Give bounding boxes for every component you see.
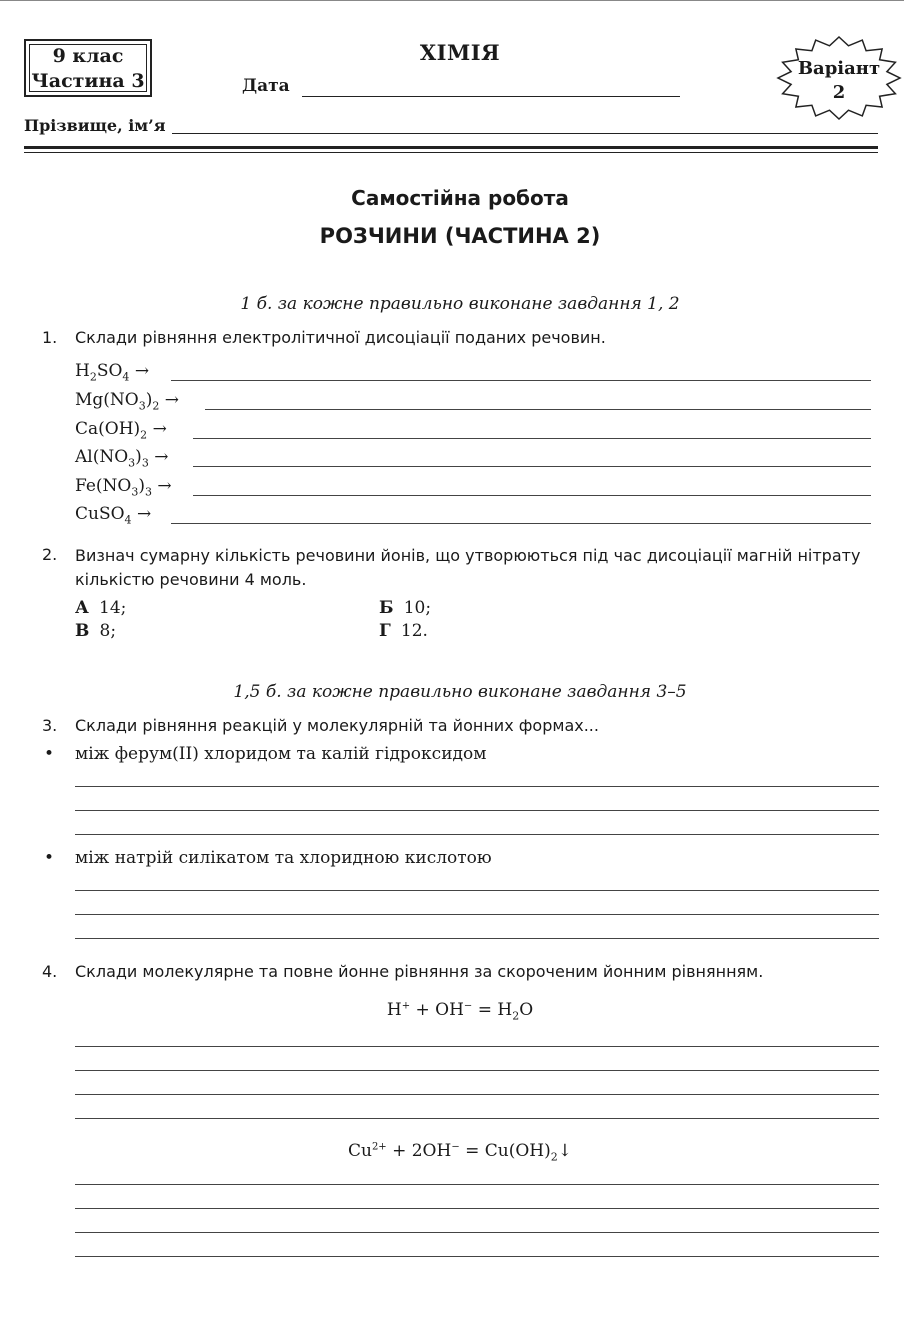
q3-answer-line[interactable] (75, 810, 879, 811)
q4-answer-line[interactable] (75, 1208, 879, 1209)
q4-text: Склади молекулярне та повне йонне рівняння за скороченим йонним рівнянням. (75, 962, 764, 981)
q3-answer-line[interactable] (75, 938, 879, 939)
score-note-2: 1,5 б. за кожне правильно виконане завдання 3–5 (233, 682, 687, 702)
date-field[interactable] (302, 96, 680, 97)
q4-answer-line[interactable] (75, 1184, 879, 1185)
q3-bullet-1-icon: • (44, 744, 55, 764)
q4-answer-line[interactable] (75, 1256, 879, 1257)
q1-formula-caoh2: $Ca(OH)_2$ → (75, 419, 167, 442)
page-top-border (0, 0, 904, 1)
class-label: 9 клас (52, 45, 124, 67)
q2-option-b[interactable]: Б 10; (379, 598, 432, 618)
score-note-1: 1 б. за кожне правильно виконане завдання 1, 2 (240, 294, 680, 314)
q4-answer-line[interactable] (75, 1046, 879, 1047)
q3-number: 3. (42, 716, 58, 735)
q1-formula-cuso4: CuSO$_4$ → (75, 504, 152, 527)
header-divider-thick (24, 146, 878, 149)
variant-label: Варіант (797, 58, 881, 79)
q4-answer-line[interactable] (75, 1070, 879, 1071)
q4-answer-line[interactable] (75, 1094, 879, 1095)
q3-bullet-1-text: між ферум(II) хлоридом та калій гідроксидом (75, 744, 487, 764)
date-label: Дата (242, 76, 290, 96)
arrow-icon: → (164, 390, 180, 410)
q1-answer-line-5[interactable] (193, 495, 871, 496)
class-box (24, 39, 152, 97)
name-field[interactable] (172, 133, 878, 134)
q1-answer-line-4[interactable] (193, 466, 871, 467)
q1-text: Склади рівняння електролітичної дисоціації поданих речовин. (75, 328, 606, 347)
q1-formula-alno33: $Al(NO_3)_3$ → (75, 447, 169, 470)
arrow-icon: → (154, 447, 169, 467)
topic-title: РОЗЧИНИ (ЧАСТИНА 2) (319, 224, 601, 248)
arrow-icon: → (134, 361, 150, 381)
q3-bullet-2-text: між натрій силікатом та хлоридною кислотою (75, 848, 492, 868)
q1-answer-line-2[interactable] (205, 409, 871, 410)
subject-title: ХІМІЯ (419, 40, 501, 65)
q2-text: Визнач сумарну кількість речовини йонів, що утворюються під час дисоціації магній нітрату кількістю речовини 4 моль. (75, 546, 861, 589)
q4-ionic-equation-2: $Cu^{2+} + 2OH^-$ = $Cu(OH)_2↓$ (347, 1141, 573, 1164)
q1-formula-mgno32: $Mg(NO_3)_2$ → (75, 390, 180, 413)
q3-answer-line[interactable] (75, 914, 879, 915)
arrow-icon: → (152, 419, 167, 439)
q2-option-v[interactable]: В 8; (75, 621, 117, 641)
header-divider-thin (24, 152, 878, 153)
q2-option-a[interactable]: А 14; (75, 598, 127, 618)
q2-number: 2. (42, 545, 58, 564)
q3-bullet-2-icon: • (44, 848, 55, 868)
work-type-title: Самостійна робота (351, 186, 569, 210)
arrow-icon: → (157, 476, 172, 496)
variant-badge (776, 57, 902, 105)
q1-number: 1. (42, 328, 58, 347)
precipitate-arrow-icon: ↓ (557, 1141, 573, 1161)
arrow-icon: → (136, 504, 152, 524)
q1-formula-feno33: $Fe(NO_3)_3$ → (75, 476, 172, 499)
name-label: Прізвище, ім’я (24, 116, 166, 135)
q1-answer-line-6[interactable] (171, 523, 871, 524)
variant-number: 2 (832, 82, 846, 103)
q1-formula-h2so4: $H_2SO_4$ → (75, 361, 150, 384)
part-label: Частина 3 (31, 70, 145, 92)
q3-text: Склади рівняння реакцій у молекулярній та йонних формах... (75, 716, 599, 735)
q4-answer-line[interactable] (75, 1118, 879, 1119)
q2-option-g[interactable]: Г 12. (379, 621, 428, 641)
q1-answer-line-1[interactable] (171, 380, 871, 381)
q3-answer-line[interactable] (75, 834, 879, 835)
q4-answer-line[interactable] (75, 1232, 879, 1233)
q4-number: 4. (42, 962, 58, 981)
q1-answer-line-3[interactable] (193, 438, 871, 439)
q4-ionic-equation-1: $H^+ + OH^- = H_2O$ (386, 1000, 534, 1023)
q3-answer-line[interactable] (75, 890, 879, 891)
q3-answer-line[interactable] (75, 786, 879, 787)
